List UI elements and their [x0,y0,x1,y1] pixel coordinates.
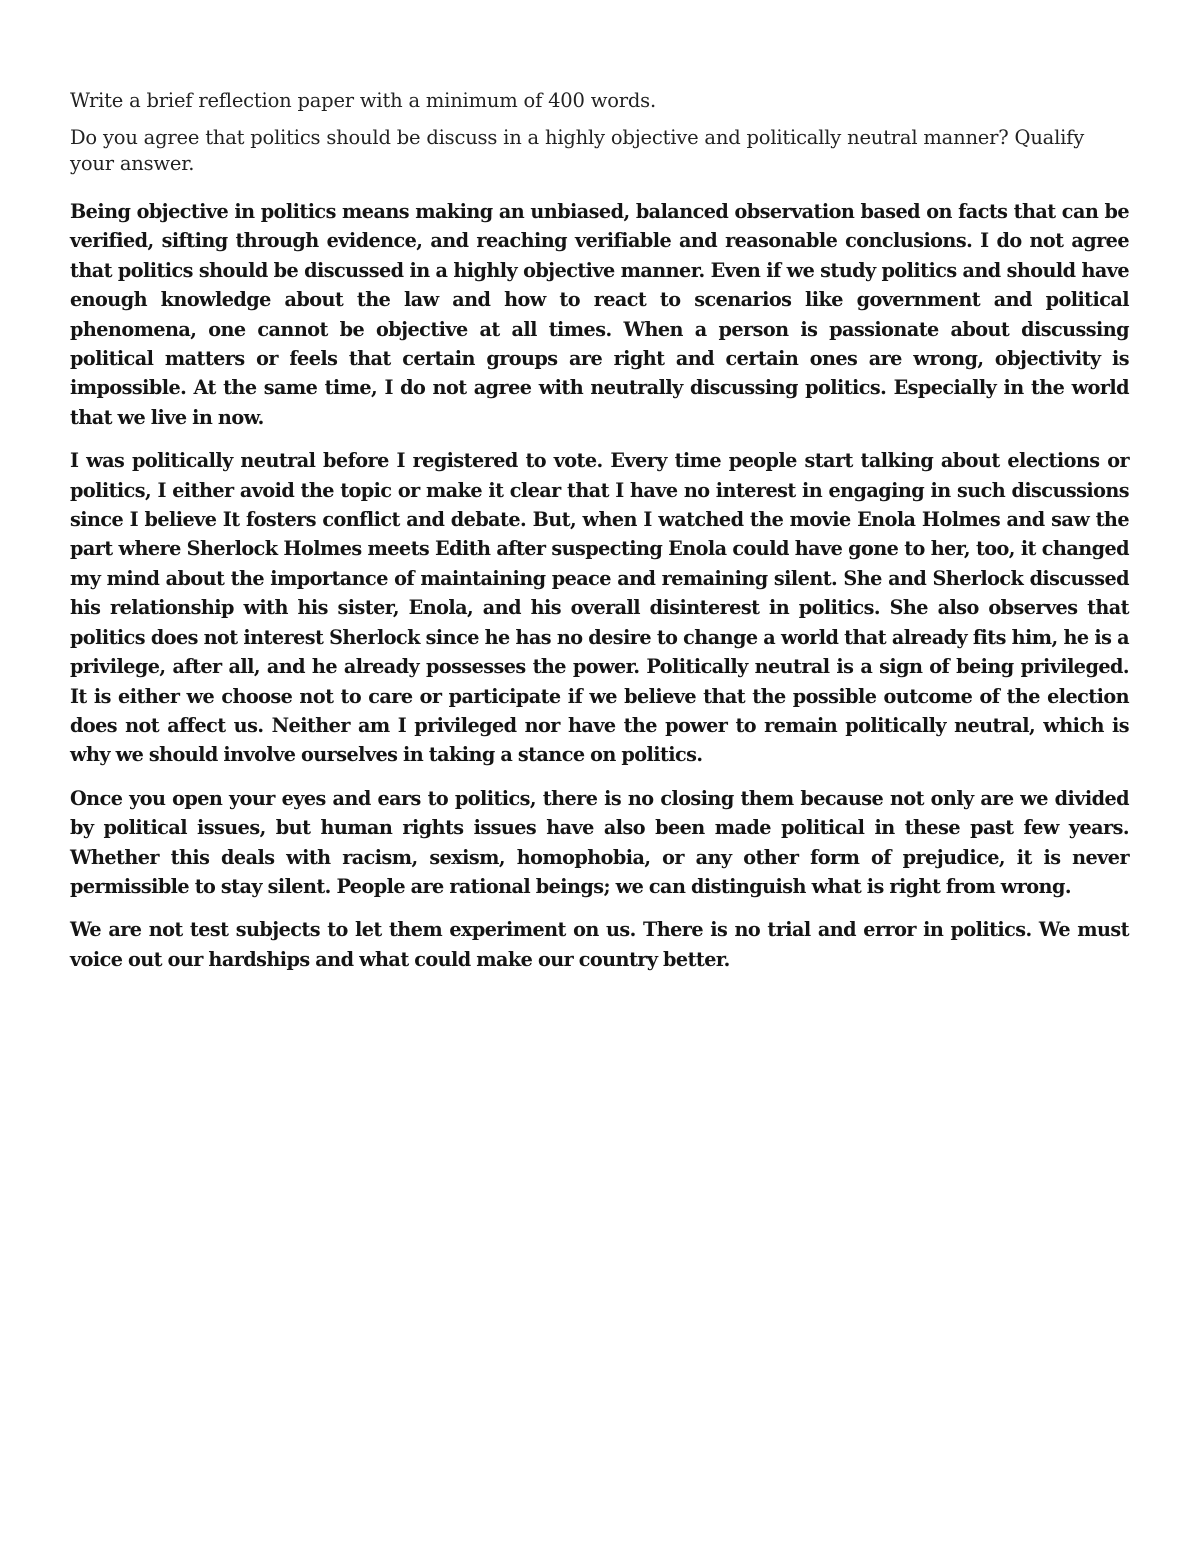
essay-paragraph-3: Once you open your eyes and ears to politics, there is no closing them because not only are we divided by political issues, but human rights issues have also been made political in these past few years. Whether this deals with racism, sexism, homophobia, or any other form of prejudice, it is never permissible to stay silent. People are rational beings; we can distinguish what is right from wrong. [70,786,1129,898]
essay-paragraph-4: We are not test subjects to let them experiment on us. There is no trial and error in politics. We must voice out our hardships and what could make our country better. [70,918,1129,971]
essay-paragraph-1: Being objective in politics means making an unbiased, balanced observation based on facts that can be verified, sifting through evidence, and reaching verifiable and reasonable conclusions. I do not agree that politics should be discussed in a highly objective manner. Even if we study politics and should have enough knowledge about the law and how to react to scenarios like government and political phenomena, one cannot be objective at all times. When a person is passionate about discussing political matters or feels that certain groups are right and certain ones are wrong, objectivity is impossible. At the same time, I do not agree with neutrally discussing politics. Especially in the world that we live in now. [70,200,1129,429]
essay-paragraph-2: I was politically neutral before I registered to vote. Every time people start talking about elections or politics, I either avoid the topic or make it clear that I have no interest in engaging in such discussions since I believe It fosters conflict and debate. But, when I watched the movie Enola Holmes and saw the part where Sherlock Holmes meets Edith after suspecting Enola could have gone to her, too, it changed my mind about the importance of maintaining peace and remaining silent. She and Sherlock discussed his relationship with his sister, Enola, and his overall disinterest in politics. She also observes that politics does not interest Sherlock since he has no desire to change a world that already fits him, he is a privilege, after all, and he already possesses the power. Politically neutral is a sign of being privileged. It is either we choose not to care or participate if we believe that the possible outcome of the election does not affect us. Neither am I privileged nor have the power to remain politically neutral, which is why we should involve ourselves in taking a stance on politics. [70,449,1129,767]
instruction-text: Write a brief reflection paper with a minimum of 400 words. [70,89,656,112]
question-text: Do you agree that politics should be discuss in a highly objective and politically neutral manner? Qualify your answer. [70,126,1085,175]
